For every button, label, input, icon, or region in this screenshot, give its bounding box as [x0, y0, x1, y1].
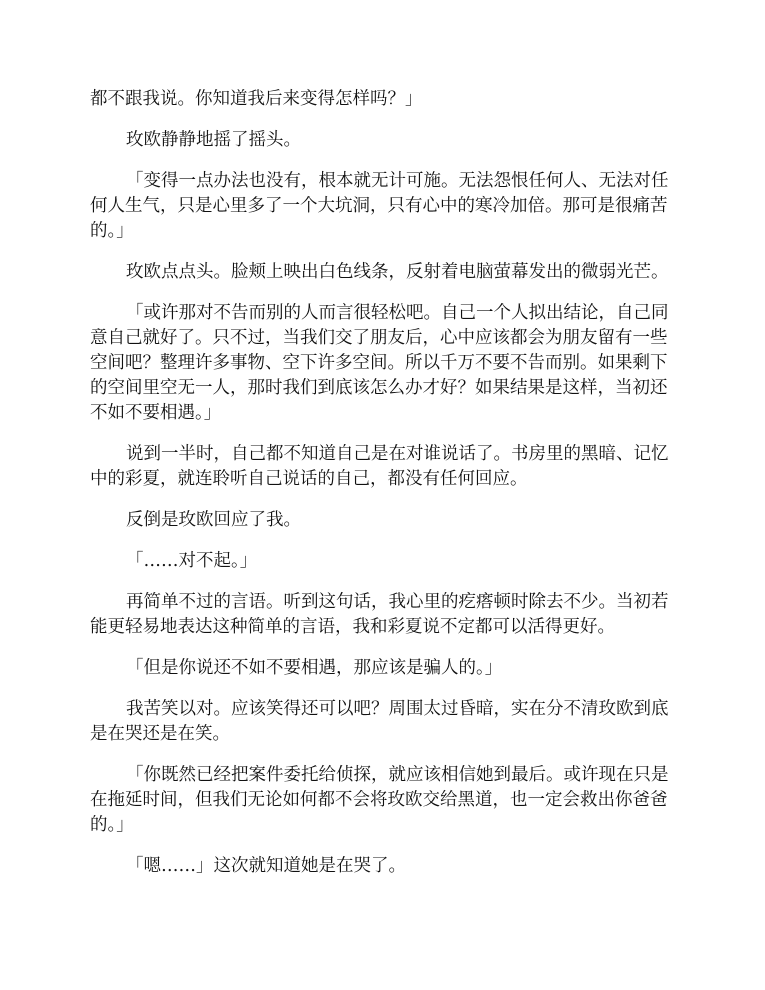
paragraph-continuation: 都不跟我说。你知道我后来变得怎样吗？」 — [90, 89, 423, 109]
paragraph: 「……对不起。」 — [126, 551, 258, 571]
document-page — [90, 87, 678, 895]
paragraph: 「嗯……」这次就知道她是在哭了。 — [126, 856, 406, 876]
paragraph: 「你既然已经把案件委托给侦探，就应该相信她到最后。或许现在只是在拖延时间，但我们无论如何都不会将玫欧交给黑道，也一定会救出你爸爸的。」 — [90, 765, 669, 835]
paragraph: 说到一半时，自己都不知道自己是在对谁说话了。书房里的黑暗、记忆中的彩夏，就连聆听自己说话的自己，都没有任何回应。 — [90, 444, 669, 489]
paragraph: 「但是你说还不如不要相遇，那应该是骗人的。」 — [126, 658, 503, 678]
paragraph: 反倒是玫欧回应了我。 — [126, 510, 301, 530]
paragraph: 「变得一点办法也没有，根本就无计可施。无法怨恨任何人、无法对任何人生气，只是心里多了一个大坑洞，只有心中的寒冷加倍。那可是很痛苦的。」 — [90, 171, 669, 241]
paragraph: 玫欧静静地摇了摇头。 — [126, 130, 301, 150]
paragraph: 玫欧点点头。脸颊上映出白色线条，反射着电脑萤幕发出的微弱光芒。 — [126, 262, 669, 282]
paragraph: 「或许那对不告而别的人而言很轻松吧。自己一个人拟出结论，自己同意自己就好了。只不过，当我们交了朋友后，心中应该都会为朋友留有一些空间吧？整理许多事物、空下许多空间。所以千万不要不告而别。如果剩下的空间里空无一人，那时我们到底该怎么办才好？如果结果是这样，当初还不如不要相遇。」 — [90, 303, 669, 423]
paragraph: 再简单不过的言语。听到这句话，我心里的疙瘩顿时除去不少。当初若能更轻易地表达这种简单的言语，我和彩夏说不定都可以活得更好。 — [90, 592, 669, 637]
paragraph: 我苦笑以对。应该笑得还可以吧？周围太过昏暗，实在分不清玫欧到底是在哭还是在笑。 — [90, 699, 669, 744]
